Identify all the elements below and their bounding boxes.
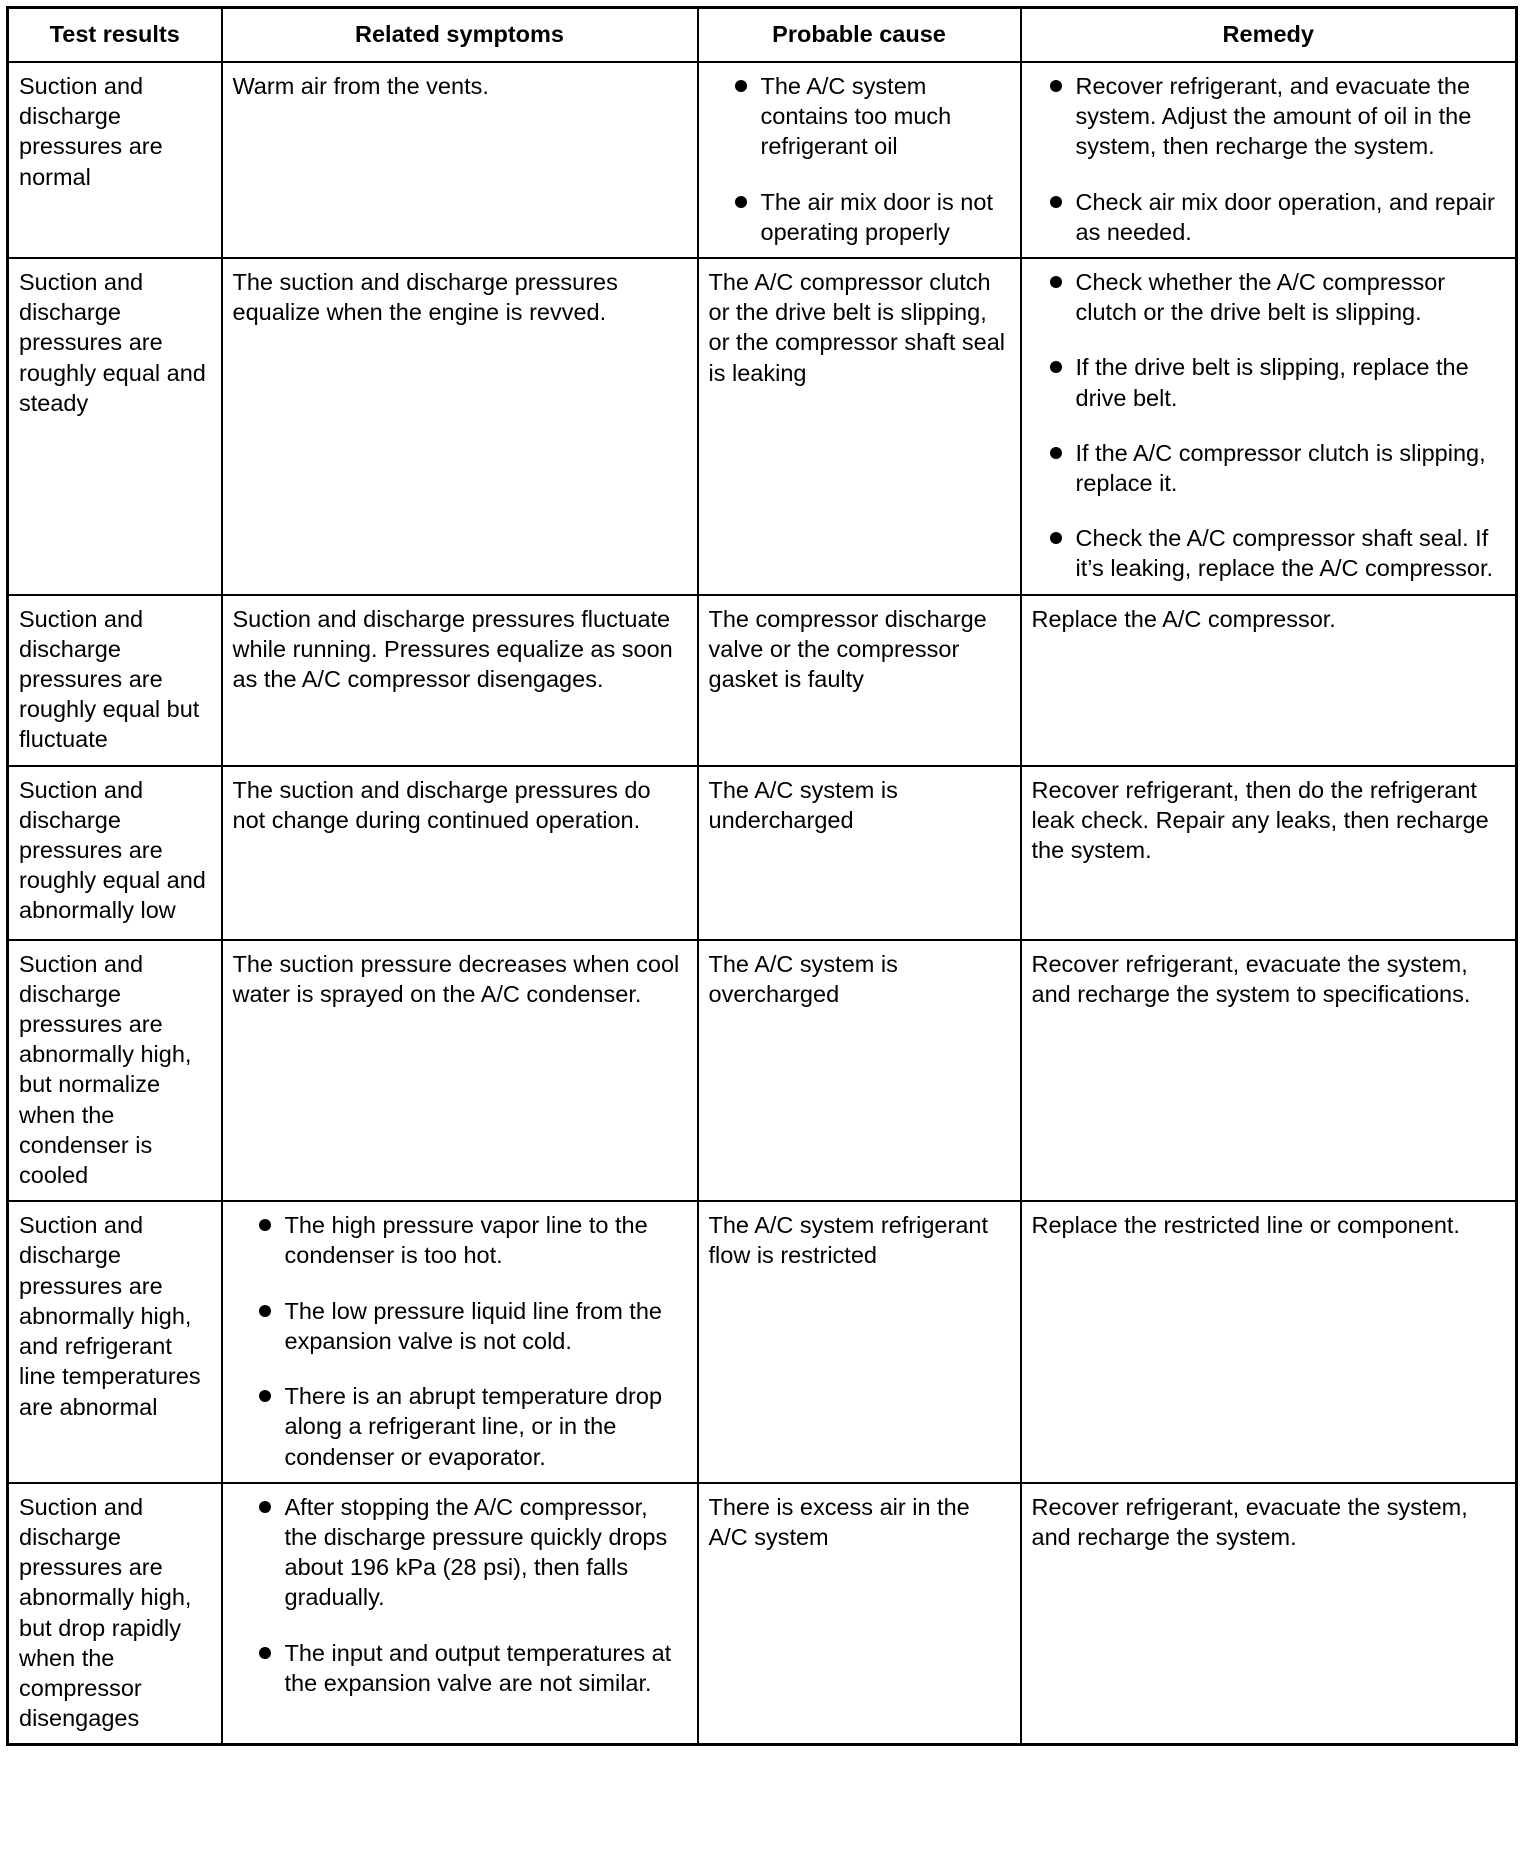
cause-cell (698, 258, 1021, 595)
table-row (8, 1483, 1517, 1745)
cause-cell (698, 595, 1021, 766)
symptoms-cell (222, 766, 698, 940)
cause-text: The A/C system is undercharged (708, 776, 898, 833)
cause-cell (698, 766, 1021, 940)
remedy-text: Recover refrigerant, then do the refrigerant leak check. Repair any leaks, then recharge the system. (1031, 776, 1489, 864)
cause-text: The air mix door is not operating properly (760, 188, 993, 245)
symptom-text: The input and output temperatures at the expansion valve are not similar. (284, 1639, 672, 1696)
remedy-list (1032, 267, 1506, 584)
symptoms-cell (222, 1201, 698, 1482)
test-result-cell: Suction and discharge pressures are roughly equal and steady (8, 258, 222, 595)
symptoms-cell (222, 595, 698, 766)
cause-text: There is excess air in the A/C system (708, 1493, 970, 1550)
bullet-icon (1050, 532, 1062, 544)
bullet-icon (1050, 361, 1062, 373)
cause-text: The A/C system is overcharged (708, 950, 898, 1007)
header-probable-cause: Probable cause (698, 8, 1021, 63)
symptoms-cell (222, 1483, 698, 1745)
cause-cell (698, 1201, 1021, 1482)
remedy-list (1032, 71, 1506, 247)
cause-cell (698, 62, 1021, 258)
list-item (233, 1638, 687, 1698)
cause-text: The A/C compressor clutch or the drive belt is slipping, or the compressor shaft seal is leaking (708, 269, 1005, 386)
table-row (8, 1201, 1517, 1482)
symptoms-cell (222, 62, 698, 258)
cause-cell (698, 940, 1021, 1202)
table-row (8, 258, 1517, 595)
list-item (233, 1492, 687, 1613)
symptoms-cell (222, 940, 698, 1202)
cause-list (709, 71, 1010, 247)
table-row (8, 940, 1517, 1202)
bullet-icon (259, 1501, 271, 1513)
cause-text: The compressor discharge valve or the compressor gasket is faulty (708, 605, 987, 693)
remedy-cell (1021, 766, 1517, 940)
symptom-text: The suction and discharge pressures equalize when the engine is revved. (232, 269, 618, 326)
symptom-text: Warm air from the vents. (232, 73, 489, 99)
list-item (1032, 187, 1506, 247)
table-row (8, 766, 1517, 940)
header-test-results: Test results (8, 8, 222, 63)
list-item (1032, 352, 1506, 412)
list-item (1032, 267, 1506, 327)
remedy-cell (1021, 595, 1517, 766)
bullet-icon (1050, 276, 1062, 288)
header-remedy: Remedy (1021, 8, 1517, 63)
list-item (709, 187, 1010, 247)
table-row (8, 62, 1517, 258)
remedy-text: Recover refrigerant, and evacuate the system. Adjust the amount of oil in the system, then recharge the system. (1075, 73, 1472, 160)
list-item (233, 1210, 687, 1270)
list-item (1032, 438, 1506, 498)
remedy-text: If the drive belt is slipping, replace the drive belt. (1075, 354, 1469, 411)
remedy-cell (1021, 62, 1517, 258)
remedy-text: Recover refrigerant, evacuate the system, and recharge the system. (1031, 1493, 1468, 1550)
symptom-text: After stopping the A/C compressor, the discharge pressure quickly drops about 196 kPa (28 psi), then falls gradually. (284, 1493, 668, 1611)
bullet-icon (1050, 196, 1062, 208)
remedy-text: Check air mix door operation, and repair as needed. (1075, 188, 1495, 245)
remedy-text: Recover refrigerant, evacuate the system, and recharge the system to specifications. (1031, 950, 1471, 1007)
test-result-cell: Suction and discharge pressures are abnormally high, but normalize when the condenser is cooled (8, 940, 222, 1202)
test-result-cell: Suction and discharge pressures are abnormally high, and refrigerant line temperatures are abnormal (8, 1201, 222, 1482)
remedy-text: Check the A/C compressor shaft seal. If it’s leaking, replace the A/C compressor. (1075, 525, 1494, 582)
bullet-icon (735, 80, 747, 92)
test-result-cell: Suction and discharge pressures are abnormally high, but drop rapidly when the compressor disengages (8, 1483, 222, 1745)
cause-text: The A/C system refrigerant flow is restricted (708, 1212, 988, 1269)
bullet-icon (1050, 447, 1062, 459)
symptom-text: The suction and discharge pressures do not change during continued operation. (232, 776, 651, 833)
symptom-text: Suction and discharge pressures fluctuate while running. Pressures equalize as soon as the A/C compressor disengages. (232, 605, 673, 693)
remedy-cell (1021, 940, 1517, 1202)
test-result-cell: Suction and discharge pressures are roughly equal and abnormally low (8, 766, 222, 940)
list-item (1032, 71, 1506, 162)
symptom-text: The low pressure liquid line from the expansion valve is not cold. (284, 1297, 662, 1354)
test-result-cell: Suction and discharge pressures are roughly equal but fluctuate (8, 595, 222, 766)
bullet-icon (259, 1305, 271, 1317)
bullet-icon (259, 1647, 271, 1659)
symptoms-list (233, 1492, 687, 1698)
remedy-cell (1021, 1483, 1517, 1745)
remedy-text: Replace the restricted line or component. (1031, 1212, 1460, 1239)
remedy-text: Replace the A/C compressor. (1031, 605, 1336, 632)
ac-pressure-troubleshooting-table (6, 6, 1518, 1746)
test-result-cell: Suction and discharge pressures are normal (8, 62, 222, 258)
remedy-text: If the A/C compressor clutch is slipping, replace it. (1075, 439, 1486, 497)
remedy-cell (1021, 258, 1517, 595)
symptom-text: There is an abrupt temperature drop along a refrigerant line, or in the condenser or evaporator. (284, 1383, 663, 1470)
bullet-icon (1050, 80, 1062, 92)
symptoms-list (233, 1210, 687, 1471)
bullet-icon (259, 1390, 271, 1402)
list-item (1032, 523, 1506, 583)
list-item (233, 1296, 687, 1356)
cause-text: The A/C system contains too much refrigerant oil (760, 73, 952, 160)
remedy-text: Check whether the A/C compressor clutch or the drive belt is slipping. (1075, 269, 1446, 326)
table-row (8, 595, 1517, 766)
header-related-symptoms: Related symptoms (222, 8, 698, 63)
cause-cell (698, 1483, 1021, 1745)
bullet-icon (735, 196, 747, 208)
list-item (233, 1381, 687, 1472)
symptoms-cell (222, 258, 698, 595)
bullet-icon (259, 1219, 271, 1231)
list-item (709, 71, 1010, 162)
symptom-text: The suction pressure decreases when cool water is sprayed on the A/C condenser. (232, 950, 680, 1007)
symptom-text: The high pressure vapor line to the condenser is too hot. (284, 1212, 648, 1269)
table-header-row (8, 8, 1517, 63)
remedy-cell (1021, 1201, 1517, 1482)
